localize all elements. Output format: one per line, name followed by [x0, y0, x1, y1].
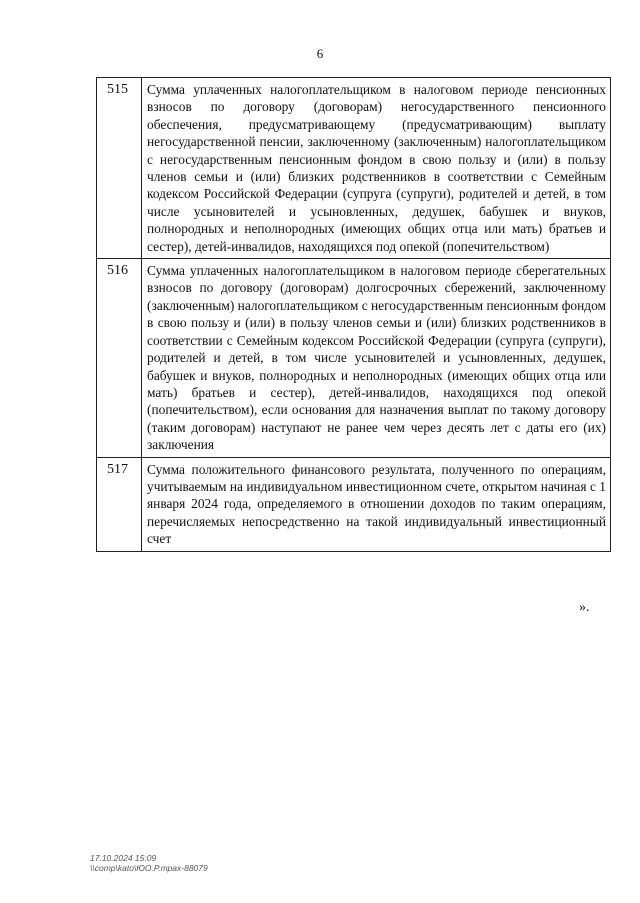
- row-description: Сумма положительного финансового результата, полученного по операциям, учитываемым на индивидуальном инвестиционном счете, открытом начиная с 1 января 2024 года, определяемого в отношении доходов по таким операциям, перечисляемых непосредственно на такой индивидуальный инвестиционный счет: [142, 457, 611, 551]
- document-footer: [90, 853, 208, 873]
- footer-file-path: \\comp\kato\ЮО.Р.трах-88079: [90, 863, 208, 873]
- footer-timestamp: 17.10.2024 15:09: [90, 853, 157, 863]
- table-row: [97, 259, 611, 457]
- row-code: 515: [97, 78, 142, 259]
- row-description: Сумма уплаченных налогоплательщиком в налоговом периоде сберегательных взносов по договору (договорам) долгосрочных сбережений, заключенному (заключенным) налогоплательщиком с негосударственным пенсионным фондом в свою пользу и (или) в пользу членов семьи и (или) близких родственников в соответствии с Семейным кодексом Российской Федерации (супруга (супруги), родителей и детей, в том числе усыновителей и усыновленных, дедушек, бабушек и внуков, полнородных и неполнородных (имеющих общих отца или мать) братьев и сестер), детей-инвалидов, находящихся под опекой (попечительством), если основания для назначения выплат по такому договору (таким договорам) наступают не ранее чем через десять лет с даты его (их) заключения: [142, 259, 611, 457]
- table-row: [97, 457, 611, 551]
- row-code: 517: [97, 457, 142, 551]
- row-description: Сумма уплаченных налогоплательщиком в налоговом периоде пенсионных взносов по договору (договорам) негосударственного пенсионного обеспечения, предусматривающему (предусматривающим) выплату негосударственной пенсии, заключенному (заключенным) налогоплательщиком с негосударственным пенсионным фондом в свою пользу и (или) в пользу членов семьи и (или) близких родственников в соответствии с Семейным кодексом Российской Федерации (супруга (супруги), родителей и детей, в том числе усыновителей и усыновленных, дедушек, бабушек и внуков, полнородных и неполнородных (имеющих общих отца или мать) братьев и сестер), детей-инвалидов, находящихся под опекой (попечительством): [142, 78, 611, 259]
- row-code: 516: [97, 259, 142, 457]
- table-row: [97, 78, 611, 259]
- closing-quote: ».: [579, 600, 590, 615]
- page-number: 6: [316, 46, 324, 61]
- income-codes-table: [96, 77, 611, 552]
